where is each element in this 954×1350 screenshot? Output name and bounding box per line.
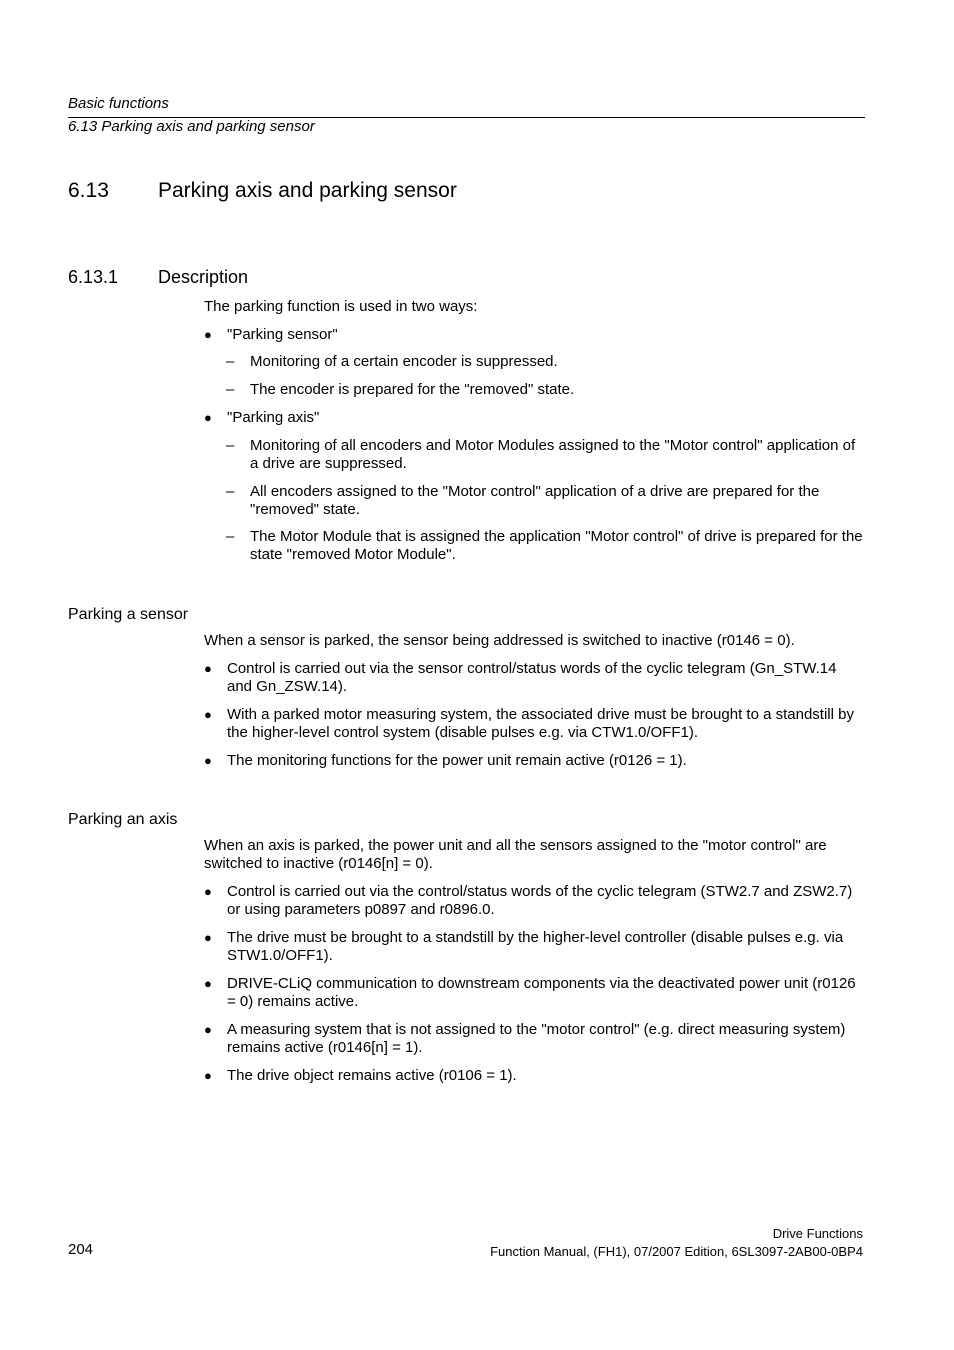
list-subitem: The encoder is prepared for the "removed" state. bbox=[250, 381, 575, 398]
bullet-icon: ● bbox=[204, 1068, 212, 1083]
bullet-icon: ● bbox=[204, 410, 212, 425]
list-item: With a parked motor measuring system, the associated drive must be brought to a standstill by the higher-level control system (disable pulses e.g. via CTW1.0/OFF1). bbox=[227, 706, 854, 741]
page-number: 204 bbox=[68, 1241, 94, 1258]
bullet-icon: ● bbox=[204, 753, 212, 768]
list-item: DRIVE-CLiQ communication to downstream components via the deactivated power unit (r0126 = 0) remains active. bbox=[227, 975, 856, 1010]
subsection-number: 6.13.1 bbox=[68, 267, 119, 287]
footer-doc-title: Drive Functions bbox=[772, 1226, 863, 1241]
list-item: "Parking axis" bbox=[227, 409, 320, 426]
list-subitem: Monitoring of all encoders and Motor Modules assigned to the "Motor control" application of a drive are suppressed. bbox=[250, 437, 856, 472]
parking-axis-intro: When an axis is parked, the power unit and all the sensors assigned to the "motor control" are switched to inactive (r0146[n] = 0). bbox=[204, 837, 827, 872]
dash-icon: – bbox=[226, 528, 235, 545]
section-number: 6.13 bbox=[68, 179, 109, 202]
list-item: The monitoring functions for the power unit remain active (r0126 = 1). bbox=[227, 752, 687, 769]
parking-sensor-intro: When a sensor is parked, the sensor being addressed is switched to inactive (r0146 = 0). bbox=[204, 632, 795, 649]
description-intro: The parking function is used in two ways: bbox=[204, 298, 478, 315]
running-header-section: 6.13 Parking axis and parking sensor bbox=[68, 118, 315, 135]
list-item: "Parking sensor" bbox=[227, 326, 338, 343]
running-header-chapter: Basic functions bbox=[68, 95, 169, 112]
bullet-icon: ● bbox=[204, 884, 212, 899]
list-item: Control is carried out via the control/status words of the cyclic telegram (STW2.7 and ZSW2.7) or using parameters p0897 and r0896.0. bbox=[227, 883, 853, 918]
bullet-icon: ● bbox=[204, 327, 212, 342]
list-item: A measuring system that is not assigned to the "motor control" (e.g. direct measuring system) remains active (r0146[n] = 1). bbox=[227, 1021, 846, 1056]
list-subitem: All encoders assigned to the "Motor control" application of a drive are prepared for the "removed" state. bbox=[250, 483, 820, 518]
dash-icon: – bbox=[226, 483, 235, 500]
list-subitem: The Motor Module that is assigned the application "Motor control" of drive is prepared for the state "removed Motor Module". bbox=[250, 528, 863, 563]
dash-icon: – bbox=[226, 353, 235, 370]
bullet-icon: ● bbox=[204, 930, 212, 945]
list-item: The drive object remains active (r0106 = 1). bbox=[227, 1067, 517, 1084]
section-title: Parking axis and parking sensor bbox=[158, 179, 457, 202]
bullet-icon: ● bbox=[204, 976, 212, 991]
dash-icon: – bbox=[226, 381, 235, 398]
bullet-icon: ● bbox=[204, 661, 212, 676]
list-item: Control is carried out via the sensor control/status words of the cyclic telegram (Gn_STW.14 and Gn_ZSW.14). bbox=[227, 660, 837, 695]
parking-axis-heading: Parking an axis bbox=[68, 811, 178, 828]
subsection-title: Description bbox=[158, 267, 249, 287]
footer-doc-info: Function Manual, (FH1), 07/2007 Edition, 6SL3097-2AB00-0BP4 bbox=[490, 1244, 863, 1259]
dash-icon: – bbox=[226, 437, 235, 454]
list-subitem: Monitoring of a certain encoder is suppressed. bbox=[250, 353, 558, 370]
list-item: The drive must be brought to a standstill by the higher-level controller (disable pulses e.g. via STW1.0/OFF1). bbox=[227, 929, 844, 964]
bullet-icon: ● bbox=[204, 1022, 212, 1037]
bullet-icon: ● bbox=[204, 707, 212, 722]
parking-sensor-heading: Parking a sensor bbox=[68, 606, 189, 623]
